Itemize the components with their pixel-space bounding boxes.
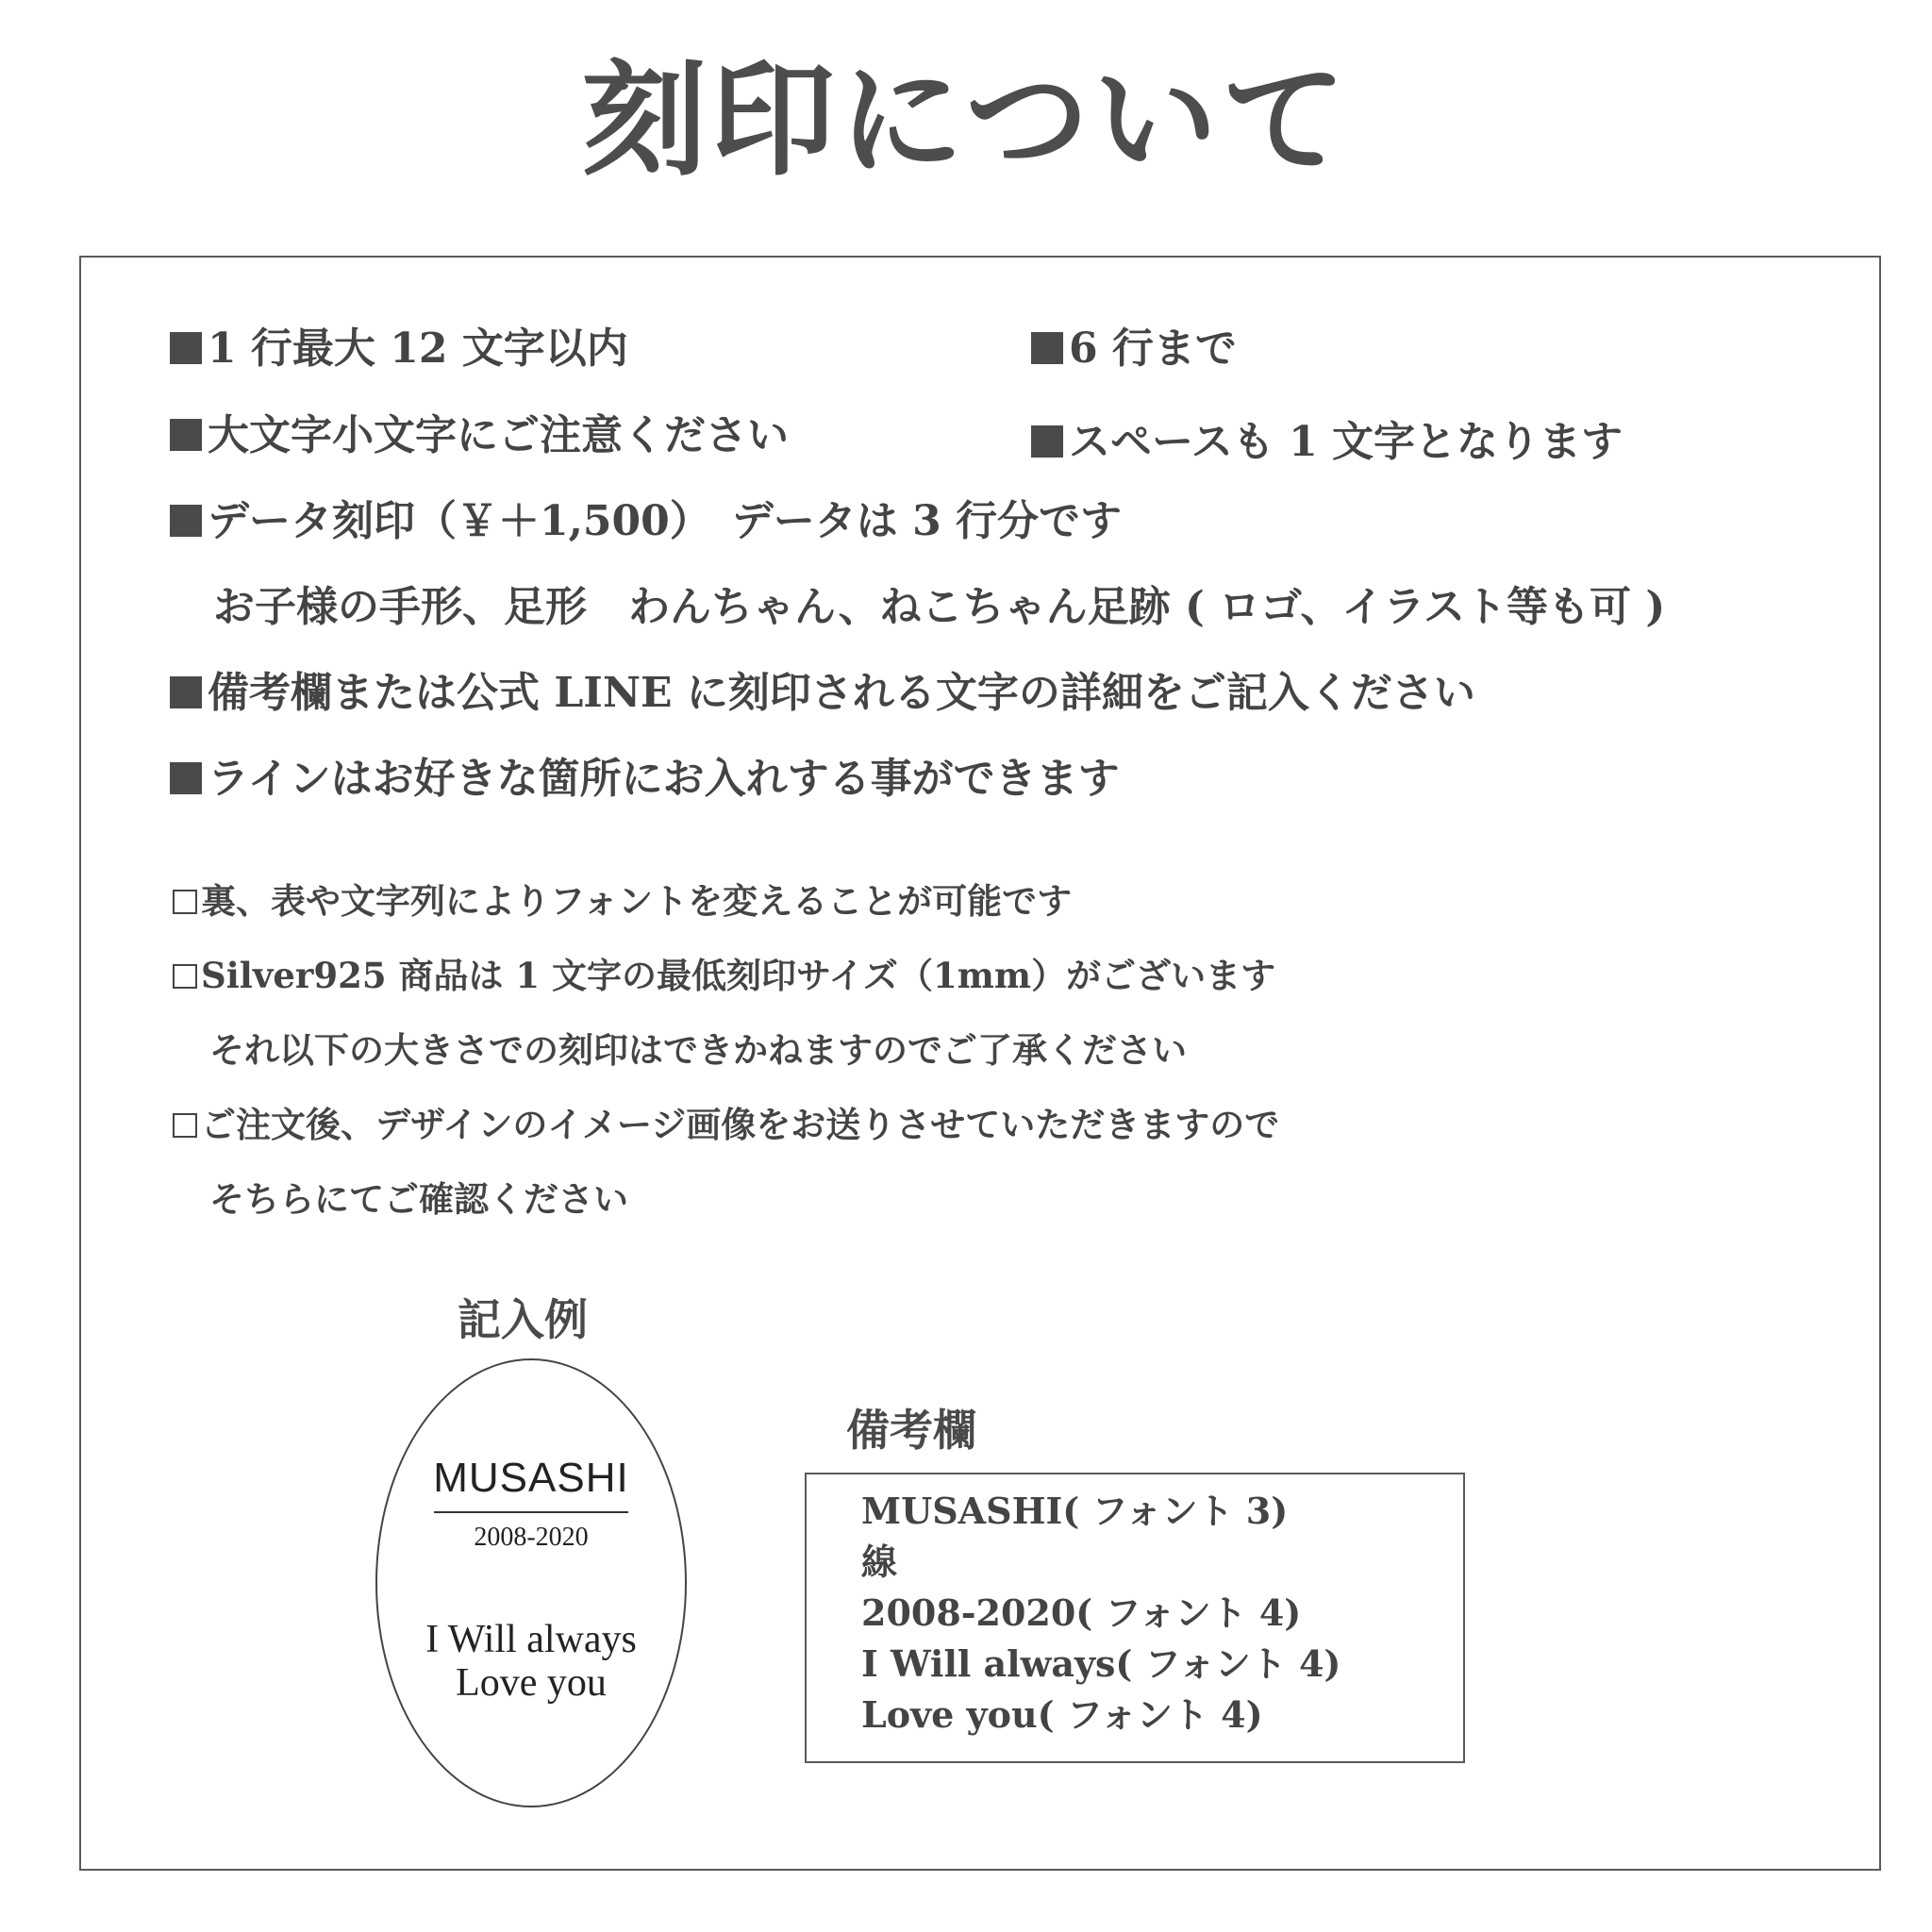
- rule-case-notice: [170, 411, 789, 461]
- example-message-line1: I Will always: [425, 1618, 637, 1661]
- page-title: 刻印について: [582, 47, 1350, 193]
- remarks-line: I Will always( フォント 4): [861, 1642, 1341, 1685]
- rule-remarks-notice-text: 備考欄または公式 LINE に刻印される文字の詳細をご記入ください: [208, 669, 1475, 717]
- note-design-image: [173, 1104, 1279, 1145]
- rule-max-lines: [1031, 325, 1237, 375]
- note-design-image-text: ご注文後、デザインのイメージ画像をお送りさせていただきますので: [201, 1104, 1280, 1145]
- engraving-example-oval: [375, 1358, 687, 1807]
- rule-max-chars: [170, 325, 628, 375]
- rule-max-chars-text: 1 行最大 12 文字以内: [208, 325, 628, 373]
- filled-square-icon: [1031, 332, 1063, 364]
- remarks-line: MUSASHI( フォント 3): [861, 1490, 1289, 1532]
- note-min-size-detail: それ以下の大きさでの刻印はできかねますのでご了承ください: [209, 1029, 1187, 1071]
- rule-data-engrave-text: データ刻印（￥＋1,500） データは 3 行分です: [208, 497, 1123, 545]
- rule-case-notice-text: 大文字小文字にご注意ください: [208, 411, 789, 459]
- example-message-line2: Love you: [456, 1661, 607, 1705]
- rule-line-notice-text: ラインはお好きな箇所にお入れする事ができます: [208, 755, 1120, 803]
- note-min-size: [173, 955, 1275, 996]
- remarks-line: 線: [861, 1541, 898, 1583]
- note-font-change-text: 裏、表や文字列によりフォントを変えることが可能です: [201, 880, 1073, 922]
- note-min-size-text: Silver925 商品は 1 文字の最低刻印サイズ（1mm）がございます: [201, 955, 1276, 996]
- rule-space-notice: [1031, 418, 1623, 468]
- hollow-square-icon: [173, 964, 197, 989]
- hollow-square-icon: [173, 1113, 197, 1138]
- note-design-image-detail: そちらにてご確認ください: [209, 1178, 628, 1220]
- filled-square-icon: [170, 332, 202, 364]
- rule-data-engrave-detail: お子様の手形、足形 わんちゃん、ねこちゃん足跡 ( ロゴ、イラスト等も可 ): [213, 583, 1666, 631]
- filled-square-icon: [170, 676, 202, 708]
- rule-max-lines-text: 6 行まで: [1069, 325, 1237, 373]
- example-title: 記入例: [458, 1294, 588, 1345]
- example-name: MUSASHI: [433, 1455, 629, 1501]
- hollow-square-icon: [173, 890, 197, 914]
- example-years: 2008-2020: [474, 1523, 589, 1552]
- remarks-title: 備考欄: [846, 1405, 976, 1456]
- filled-square-icon: [1031, 425, 1063, 458]
- rule-remarks-notice: [170, 669, 1475, 719]
- filled-square-icon: [170, 419, 202, 451]
- filled-square-icon: [170, 505, 202, 537]
- rule-data-engrave: [170, 497, 1122, 547]
- remarks-line: Love you( フォント 4): [861, 1693, 1263, 1736]
- rule-line-notice: [170, 755, 1120, 805]
- note-font-change: [173, 880, 1072, 922]
- remarks-box: [805, 1473, 1465, 1763]
- example-divider-line: [434, 1511, 628, 1513]
- remarks-line: 2008-2020( フォント 4): [861, 1591, 1302, 1634]
- rule-space-notice-text: スペースも 1 文字となります: [1069, 418, 1624, 466]
- filled-square-icon: [170, 762, 202, 794]
